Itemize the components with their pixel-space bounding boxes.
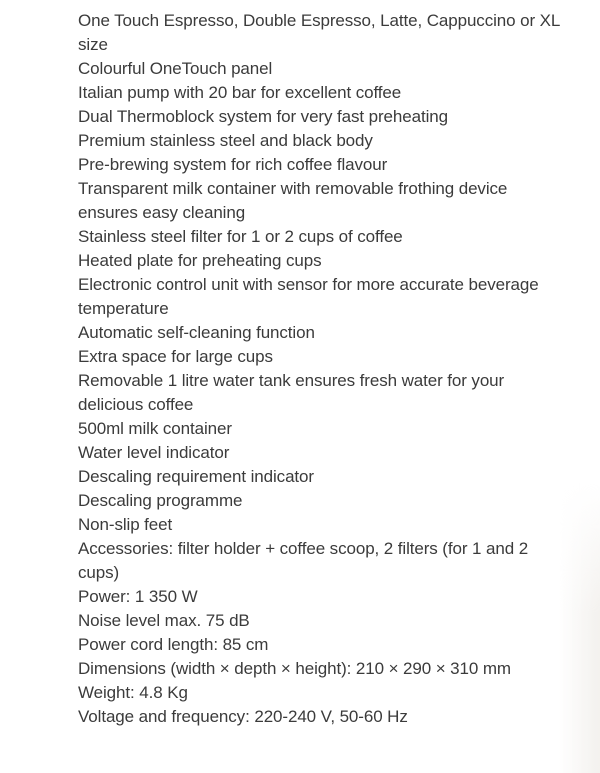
- feature-item: Descaling programme: [78, 491, 243, 510]
- feature-item: Power: 1 350 W: [78, 587, 198, 606]
- feature-item: Power cord length: 85 cm: [78, 635, 269, 654]
- feature-item: Non-slip feet: [78, 515, 173, 534]
- feature-item: Descaling requirement indicator: [78, 467, 314, 486]
- feature-item: Transparent milk container with removable frothing device ensures easy cleaning: [78, 179, 508, 222]
- feature-item: Premium stainless steel and black body: [78, 131, 373, 150]
- feature-item: Colourful OneTouch panel: [78, 59, 273, 78]
- feature-item: 500ml milk container: [78, 419, 232, 438]
- feature-item: Water level indicator: [78, 443, 230, 462]
- feature-item: Weight: 4.8 Kg: [78, 683, 188, 702]
- feature-item: Voltage and frequency: 220-240 V, 50-60 Hz: [78, 707, 408, 726]
- feature-item: Removable 1 litre water tank ensures fresh water for your delicious coffee: [78, 371, 505, 414]
- feature-item: Extra space for large cups: [78, 347, 273, 366]
- feature-item: Dimensions (width × depth × height): 210 × 290 × 310 mm: [78, 659, 511, 678]
- feature-item: Stainless steel filter for 1 or 2 cups of coffee: [78, 227, 403, 246]
- feature-item: Dual Thermoblock system for very fast preheating: [78, 107, 448, 126]
- feature-item: Italian pump with 20 bar for excellent coffee: [78, 83, 402, 102]
- feature-item: Heated plate for preheating cups: [78, 251, 322, 270]
- feature-item: Automatic self-cleaning function: [78, 323, 315, 342]
- feature-item: Electronic control unit with sensor for more accurate beverage temperature: [78, 275, 539, 318]
- feature-item: Noise level max. 75 dB: [78, 611, 250, 630]
- product-feature-list: [78, 9, 566, 729]
- feature-item: One Touch Espresso, Double Espresso, Latte, Cappuccino or XL size: [78, 11, 560, 54]
- feature-item: Pre-brewing system for rich coffee flavour: [78, 155, 388, 174]
- feature-item: Accessories: filter holder + coffee scoop, 2 filters (for 1 and 2 cups): [78, 539, 529, 582]
